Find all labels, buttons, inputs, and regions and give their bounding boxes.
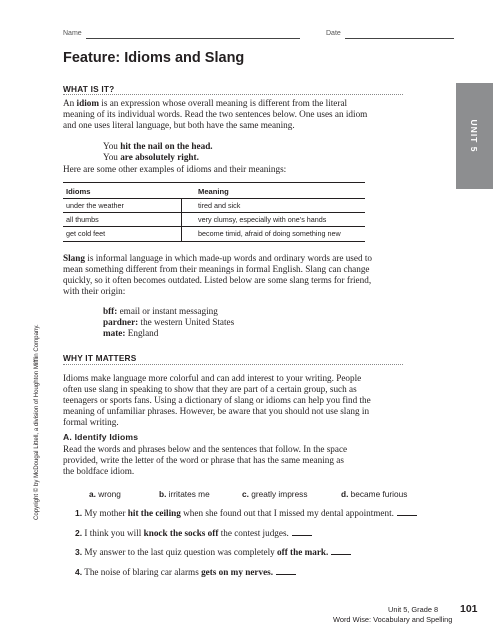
answer-choice-b: b. irritates me (159, 489, 210, 499)
table-top-rule (63, 182, 365, 183)
example-literal: You are absolutely right. (103, 152, 199, 162)
answer-choice-c: c. greatly impress (242, 489, 308, 499)
name-line[interactable] (86, 38, 300, 39)
section-divider (63, 364, 403, 365)
table-cell: tired and sick (198, 201, 241, 210)
exercise-heading: A. Identify Idioms (63, 432, 139, 442)
table-bottom-rule (63, 241, 365, 242)
answer-choice-a: a. wrong (89, 489, 121, 499)
unit-tab-label: UNIT 5 (469, 119, 479, 153)
section-divider (63, 94, 403, 95)
answer-blank[interactable] (331, 546, 351, 555)
answer-choice-d: d. became furious (341, 489, 408, 499)
copyright-notice: Copyright © by McDougal Littell, a division of Houghton Mifflin Company. (33, 324, 40, 520)
idiom-definition: An idiom is an expression whose overall meaning is different from the literal meaning of its individual words. Read the two sentences below. One uses an idiom and one uses literal language, but both have the same meaning. (63, 98, 368, 130)
why-it-matters-paragraph: Idioms make language more colorful and can add interest to your writing. People often use slang in speaking to show that they are part of a certain group, such as teenagers or sports fans. Using a dictionary of slang or idioms can help you find the meaning of unfamiliar phrases. However, be aware that you should not use slang in formal writing. (63, 373, 371, 427)
table-row-rule (63, 226, 365, 227)
date-label: Date (326, 30, 341, 37)
page-number: 101 (460, 603, 478, 615)
table-cell: very clumsy, especially with one’s hands (198, 215, 327, 224)
question-2: 2. I think you will knock the socks off the contest judges. (75, 527, 312, 538)
date-line[interactable] (345, 38, 454, 39)
table-header-meaning: Meaning (198, 187, 229, 196)
table-column-divider (181, 198, 182, 241)
question-4: 4. The noise of blaring car alarms gets on my nerves. (75, 566, 296, 577)
table-cell: become timid, afraid of doing something new (198, 229, 341, 238)
slang-term-item: pardner: the western United States (103, 317, 235, 327)
page-title: Feature: Idioms and Slang (63, 50, 245, 66)
slang-term-item: bff: email or instant messaging (103, 306, 218, 316)
question-3: 3. My answer to the last quiz question was completely off the mark. (75, 546, 351, 557)
answer-blank[interactable] (276, 566, 296, 575)
slang-definition: Slang is informal language in which made-up words and ordinary words are used to mean something different from their meanings in formal English. Slang can change quickly, so it often becomes outdated. Listed below are some slang terms for friend, with their origin: (63, 253, 373, 296)
what-is-it-heading: WHAT IS IT? (63, 84, 115, 94)
table-cell: get cold feet (66, 229, 106, 238)
name-label: Name (63, 30, 82, 37)
answer-blank[interactable] (292, 527, 312, 536)
example-idiom: You hit the nail on the head. (103, 141, 213, 151)
table-cell: under the weather (66, 201, 124, 210)
examples-intro: Here are some other examples of idioms and their meanings: (63, 164, 287, 174)
footer-book-title: Word Wise: Vocabulary and Spelling (333, 615, 453, 624)
why-it-matters-heading: WHY IT MATTERS (63, 353, 137, 363)
table-header-idioms: Idioms (66, 187, 91, 196)
table-cell: all thumbs (66, 215, 99, 224)
table-row-rule (63, 212, 365, 213)
question-1: 1. My mother hit the ceiling when she found out that I missed my dental appointment. (75, 507, 417, 518)
answer-blank[interactable] (397, 507, 417, 516)
exercise-instructions: Read the words and phrases below and the sentences that follow. In the space provided, write the letter of the word or phrase that has the same meaning as the boldface idiom. (63, 444, 348, 476)
footer-unit-grade: Unit 5, Grade 8 (388, 605, 439, 614)
slang-term-item: mate: England (103, 328, 159, 338)
table-header-rule (63, 198, 365, 199)
